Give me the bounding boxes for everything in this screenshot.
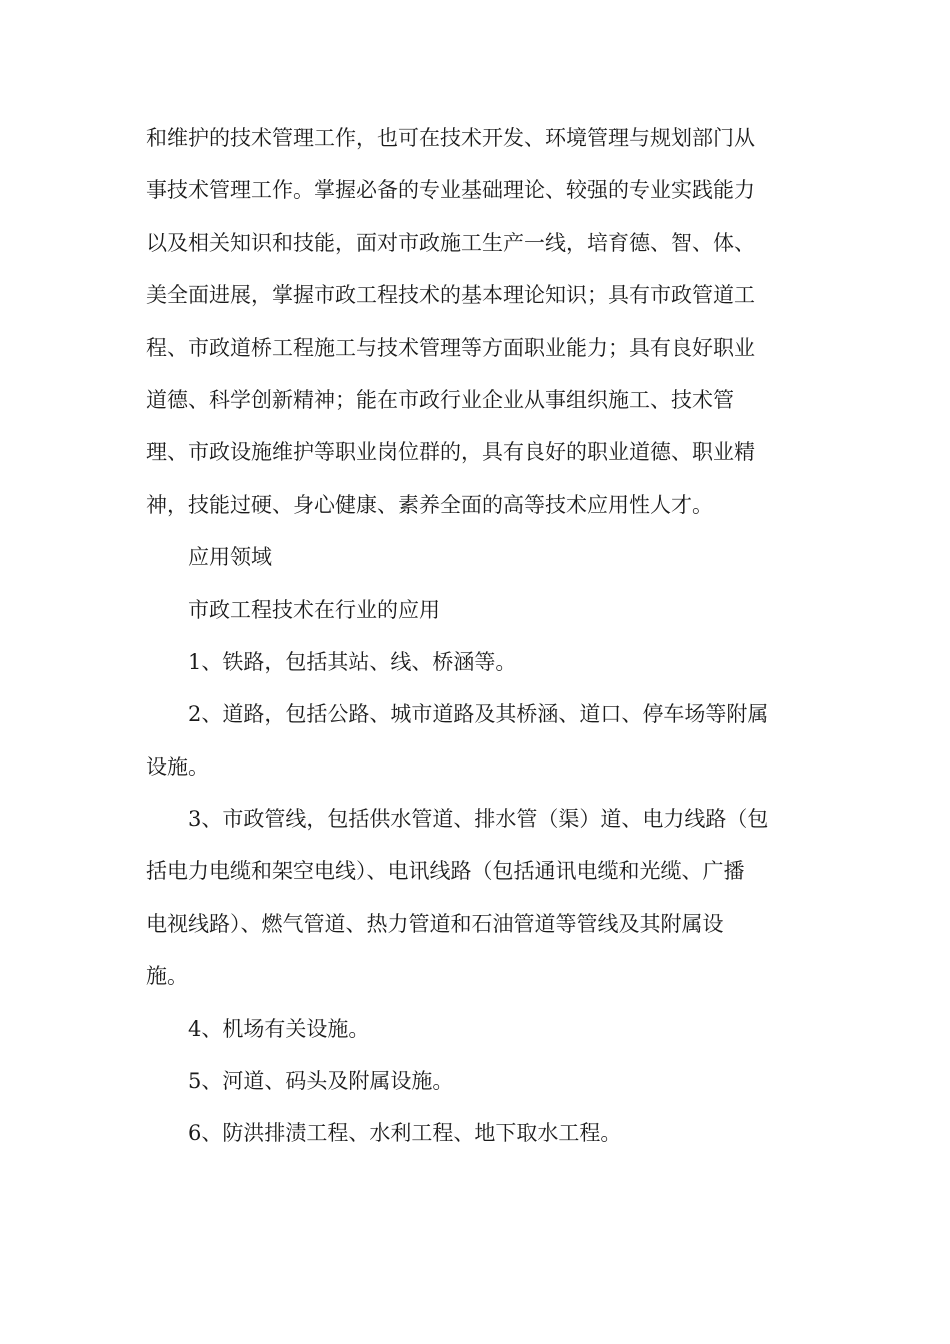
- text-line: 2、道路，包括公路、城市道路及其桥涵、道口、停车场等附属: [188, 702, 769, 727]
- list-item-3: [146, 793, 816, 1003]
- text-line: 道德、科学创新精神；能在市政行业企业从事组织施工、技术管: [146, 387, 734, 412]
- text-line: 以及相关知识和技能，面对市政施工生产一线，培育德、智、体、: [146, 230, 755, 255]
- list-item-6: [146, 1107, 816, 1159]
- section-heading: [146, 531, 816, 583]
- list-item-4: [146, 1003, 816, 1055]
- text-line: 括电力电缆和架空电线）、电讯线路（包括通讯电缆和光缆、广播: [146, 859, 745, 884]
- document-body: [146, 112, 816, 1160]
- text-line: 施。: [146, 964, 188, 989]
- text-line: 5、河道、码头及附属设施。: [188, 1069, 454, 1094]
- text-line: 1、铁路，包括其站、线、桥涵等。: [188, 649, 517, 674]
- text-line: 设施。: [146, 754, 209, 779]
- list-item-2: [146, 688, 816, 793]
- text-line: 4、机场有关设施。: [188, 1016, 370, 1041]
- paragraph-program-description: [146, 112, 816, 531]
- text-line: 3、市政管线，包括供水管道、排水管（渠）道、电力线路（包: [188, 807, 769, 832]
- text-line: 电视线路）、燃气管道、热力管道和石油管道等管线及其附属设: [146, 911, 724, 936]
- text-line: 理、市政设施维护等职业岗位群的，具有良好的职业道德、职业精: [146, 440, 755, 465]
- section-subheading: [146, 584, 816, 636]
- text-line: 美全面进展，掌握市政工程技术的基本理论知识；具有市政管道工: [146, 283, 755, 308]
- text-line: 事技术管理工作。掌握必备的专业基础理论、较强的专业实践能力: [146, 178, 755, 203]
- text-line: 应用领域: [188, 545, 272, 570]
- list-item-5: [146, 1055, 816, 1107]
- text-line: 市政工程技术在行业的应用: [188, 597, 440, 622]
- text-line: 6、防洪排渍工程、水利工程、地下取水工程。: [188, 1121, 622, 1146]
- text-line: 和维护的技术管理工作，也可在技术开发、环境管理与规划部门从: [146, 126, 755, 150]
- list-item-1: [146, 636, 816, 688]
- text-line: 神，技能过硬、身心健康、素养全面的高等技术应用性人才。: [146, 492, 713, 517]
- text-line: 程、市政道桥工程施工与技术管理等方面职业能力；具有良好职业: [146, 335, 755, 360]
